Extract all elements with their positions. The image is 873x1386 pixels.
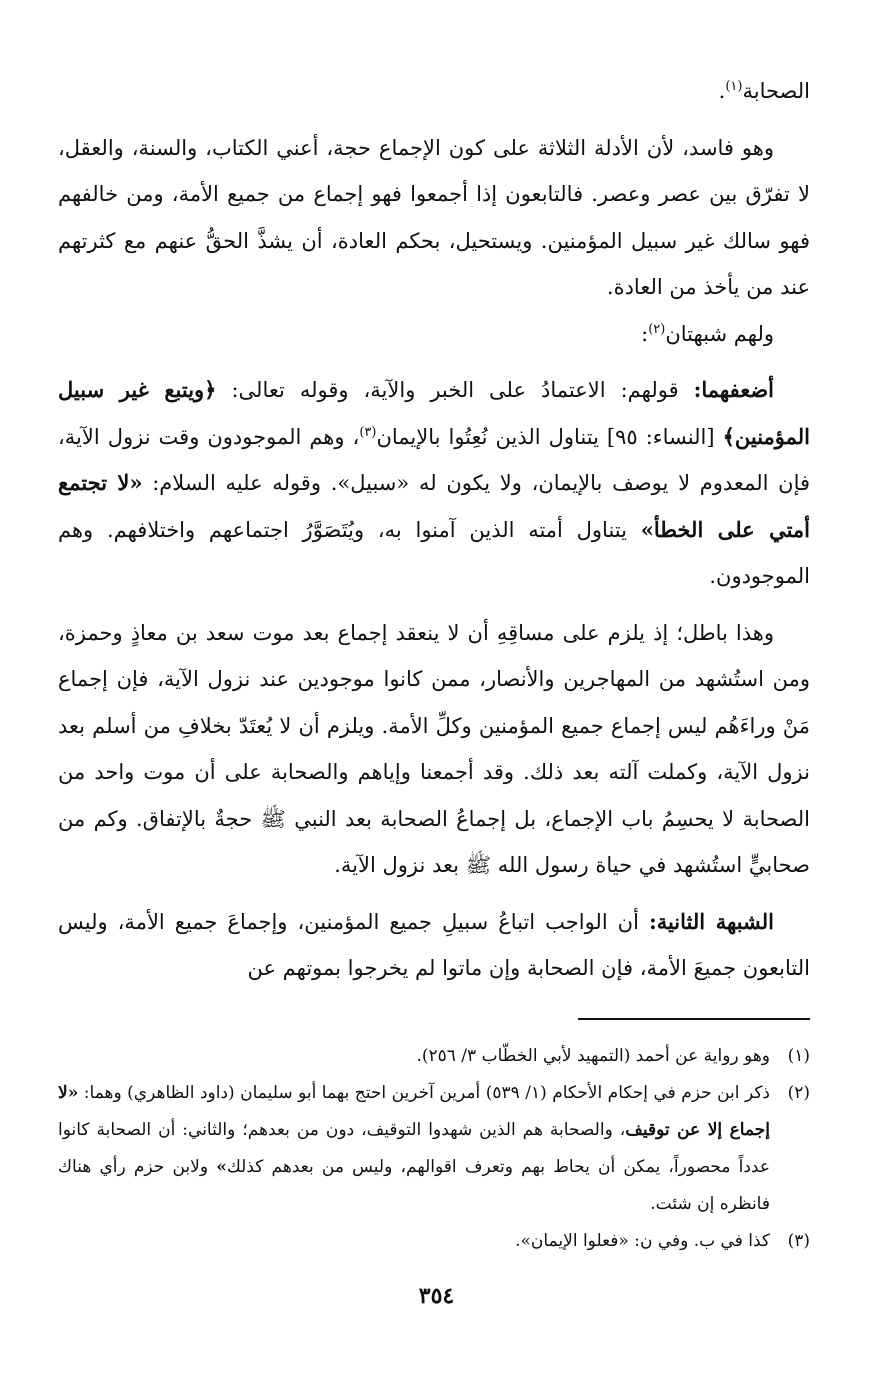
quote-bold: » <box>216 1157 227 1177</box>
quran-quote: ﴿ويتبع غير سبيل المؤمنين﴾ <box>58 377 810 449</box>
text-run: ، وهم الموجودون وقت نزول الآية، فإن المعدوم لا يوصف بالإيمان، ولا يكون له «سبيل». وقوله عليه السلام: <box>58 424 811 495</box>
salla-glyph: ﷺ <box>260 806 286 831</box>
section-lead: أضعفهما: <box>693 377 774 402</box>
main-text <box>58 68 810 992</box>
paragraph-5 <box>58 610 810 889</box>
paragraph-2: وهو فاسد، لأن الأدلة الثلاثة على كون الإجماع حجة، أعني الكتاب، والسنة، والعقل، لا تفرّق بين عصر وعصر. فالتابعون إذا أجمعوا فهو إجماع من جميع الأمة، ومن خالفهم فهو سالك غير سبيل المؤمنين. ويستحيل، بحكم العادة، أن يشذَّ الحقُّ عنهم مع كثرتهم عند من يأخذ من العادة. <box>58 135 810 299</box>
footnote-number: (٢) <box>787 1083 810 1103</box>
paragraph-6 <box>58 899 810 992</box>
text-run: : <box>641 321 649 346</box>
footnote-number: (٣) <box>787 1231 810 1251</box>
footnote-ref-3[interactable]: (٣) <box>359 424 377 440</box>
text-run: أن الواجب اتباعُ سبيلِ جميع المؤمنين، وإجماعَ جميع الأمة، وليس التابعون جميعَ الأمة، فإن الصحابة وإن ماتوا لم يخرجوا بموتهم عن <box>58 909 810 980</box>
text-run: يتناول أمته الذين آمنوا به، ويُتَصَوَّرُ اجتماعهم واختلافهم. وهم الموجودون. <box>58 517 810 588</box>
footnote-ref-2[interactable]: (٢) <box>648 321 666 337</box>
footnotes <box>58 1038 810 1260</box>
text-run: بعد نزول الآية. <box>334 853 466 877</box>
section-lead: الشبهة الثانية: <box>648 908 774 934</box>
quote-bold: «لا إجماع إلا عن توقيف <box>58 1083 770 1140</box>
footnote-text: وهو رواية عن أحمد (التمهيد لأبي الخطّاب ٣/ ٢٥٦). <box>416 1046 770 1066</box>
text-run: ذكر ابن حزم في إحكام الأحكام (١/ ٥٣٩) أمرين آخرين احتج بهما أبو سليمان (داود الظاهري) وهما: <box>78 1083 771 1103</box>
hadith-quote: «لا تجتمع أمتي على الخطأ» <box>58 470 810 542</box>
text-run: ، والصحابة هم الذين شهدوا التوقيف، دون من بعدهم؛ والثاني: أن الصحابة كانوا عدداً محصوراً، يمكن أن يحاط بهم وتعرف اقوالهم، وليس من بعدهم كذلك <box>58 1120 770 1177</box>
footnote-2 <box>58 1075 810 1223</box>
footnote-1 <box>58 1038 810 1075</box>
footnote-number: (١) <box>787 1046 810 1066</box>
text-run: [النساء: ٩٥] يتناول الذين نُعِتُوا بالإيمان <box>376 424 723 449</box>
paragraph-4 <box>58 367 810 600</box>
salla-glyph: ﷺ <box>465 853 492 877</box>
text-run: ولابن حزم رأي هناك فانظره إن شئت. <box>58 1157 770 1214</box>
text-run: الصحابة <box>742 79 810 103</box>
page-number: ٣٥٤ <box>418 1283 455 1309</box>
footnote-text: كذا في ب. وفي ن: «فعلوا الإيمان». <box>515 1231 770 1251</box>
text-run: . <box>718 79 726 103</box>
text-run: ولهم شبهتان <box>665 321 774 346</box>
text-run: حجةٌ بالإتفاق. وكم من صحابيٍّ استُشهد في حياة رسول الله <box>58 806 810 877</box>
footnote-ref-1[interactable]: (١) <box>725 79 743 94</box>
text-run: وهذا باطل؛ إذ يلزم على مساقِهِ أن لا ينعقد إجماع بعد موت سعد بن معاذٍ وحمزة، ومن استُشهد من المهاجرين والأنصار، ممن كانوا موجودين عند نزول الآية، فإن إجماع مَنْ وراءَهُم ليس إجماع جميع المؤمنين وكلِّ الأمة. ويلزم أن لا يُعتَدّ بخلافِ من أسلم بعد نزول الآية، وكملت آلته بعد ذلك. وقد أجمعنا وإياهم والصحابة على أن موت واحد من الصحابة لا يحسِمُ باب الإجماع، بل إجماعُ الصحابة بعد النبي <box>58 620 810 831</box>
text-run: قولهم: الاعتمادُ على الخبر والآية، وقوله تعالى: <box>216 378 694 402</box>
footnote-divider <box>578 1018 810 1020</box>
paragraph-3 <box>58 311 810 358</box>
footnote-text <box>58 1075 770 1223</box>
paragraph-1 <box>58 68 810 115</box>
footnote-3 <box>58 1223 810 1260</box>
